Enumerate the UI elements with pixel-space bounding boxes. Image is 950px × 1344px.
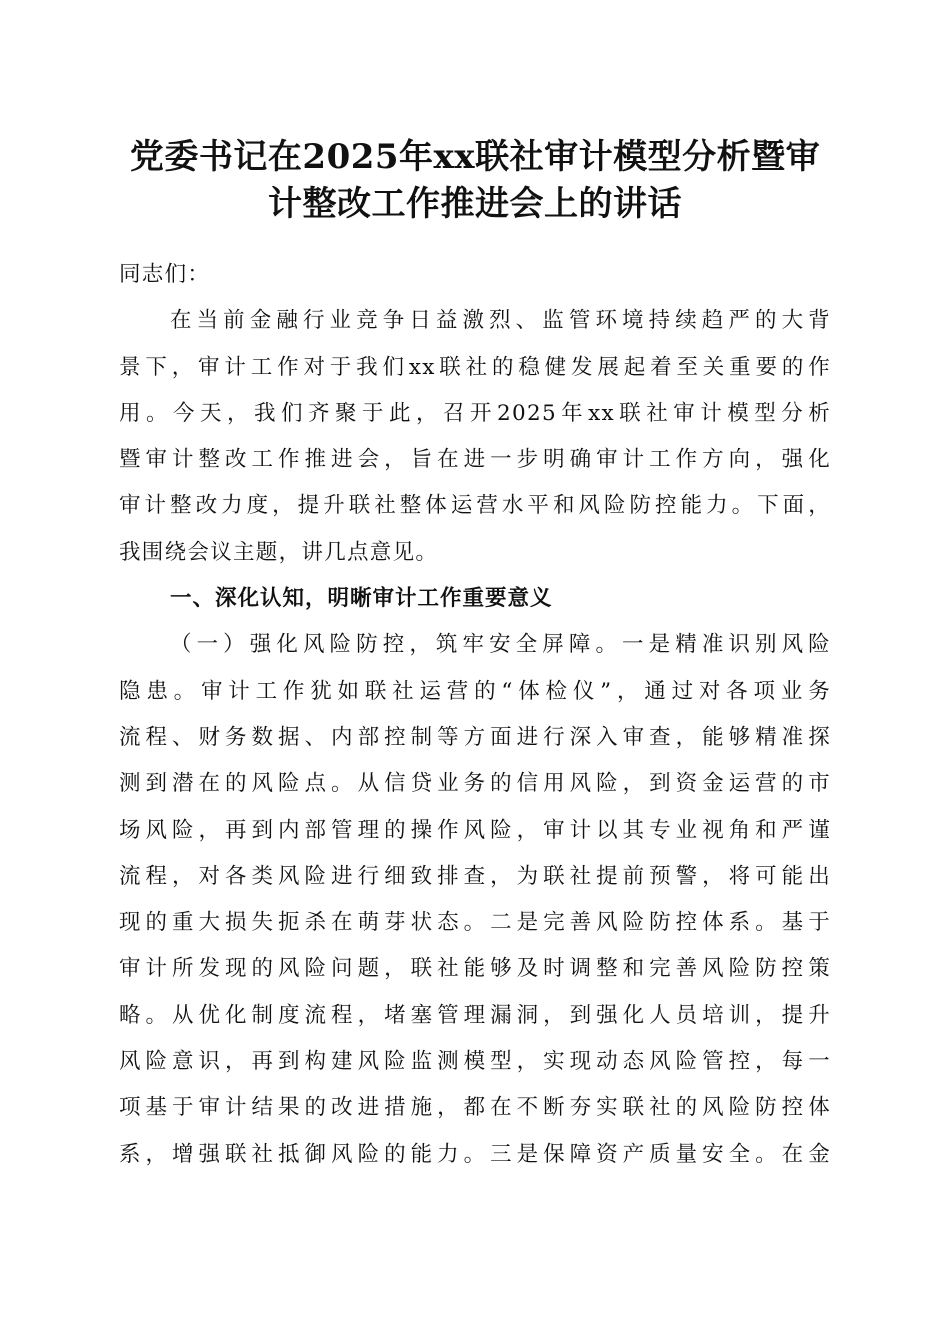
paragraph-line: 略。从优化制度流程，堵塞管理漏洞，到强化人员培训，提升 <box>119 1002 831 1028</box>
salutation: 同志们： <box>119 262 211 287</box>
paragraph-line: 暨审计整改工作推进会，旨在进一步明确审计工作方向，强化 <box>119 447 831 473</box>
title-line: 计整改工作推进会上的讲话 <box>268 184 682 224</box>
paragraph-risk-control <box>119 622 831 1178</box>
document-body <box>119 252 831 1178</box>
document-title <box>100 134 850 228</box>
paragraph-line: 系，增强联社抵御风险的能力。三是保障资产质量安全。在金 <box>119 1141 831 1167</box>
title-line: 党委书记在2025年xx联社审计模型分析暨审 <box>129 137 821 177</box>
section-heading: 一、深化认知，明晰审计工作重要意义 <box>170 586 553 612</box>
paragraph-intro <box>119 298 831 576</box>
paragraph-line: 在当前金融行业竞争日益激烈、监管环境持续趋严的大背 <box>170 308 831 334</box>
paragraph-line: 审计所发现的风险问题，联社能够及时调整和完善风险防控策 <box>119 956 831 982</box>
paragraph-line: 审计整改力度，提升联社整体运营水平和风险防控能力。下面， <box>119 493 831 519</box>
paragraph-line: 场风险，再到内部管理的操作风险，审计以其专业视角和严谨 <box>119 817 831 843</box>
paragraph-line: 用。今天，我们齐聚于此，召开2025年xx联社审计模型分析 <box>119 400 831 426</box>
paragraph-line: 流程、财务数据、内部控制等方面进行深入审查，能够精准探 <box>119 724 831 750</box>
paragraph-line: 我围绕会议主题，讲几点意见。 <box>119 539 439 565</box>
paragraph-line: 风险意识，再到构建风险监测模型，实现动态风险管控，每一 <box>119 1049 831 1075</box>
paragraph-line: 测到潜在的风险点。从信贷业务的信用风险，到资金运营的市 <box>119 771 831 797</box>
paragraph-line: （一）强化风险防控，筑牢安全屏障。一是精准识别风险 <box>170 632 831 658</box>
paragraph-line: 景下，审计工作对于我们xx联社的稳健发展起着至关重要的作 <box>119 354 831 380</box>
paragraph-line: 项基于审计结果的改进措施，都在不断夯实联社的风险防控体 <box>119 1095 831 1121</box>
paragraph-line: 隐患。审计工作犹如联社运营的“体检仪”，通过对各项业务 <box>119 678 831 704</box>
paragraph-line: 现的重大损失扼杀在萌芽状态。二是完善风险防控体系。基于 <box>119 910 831 936</box>
paragraph-line: 流程，对各类风险进行细致排查，为联社提前预警，将可能出 <box>119 863 831 889</box>
